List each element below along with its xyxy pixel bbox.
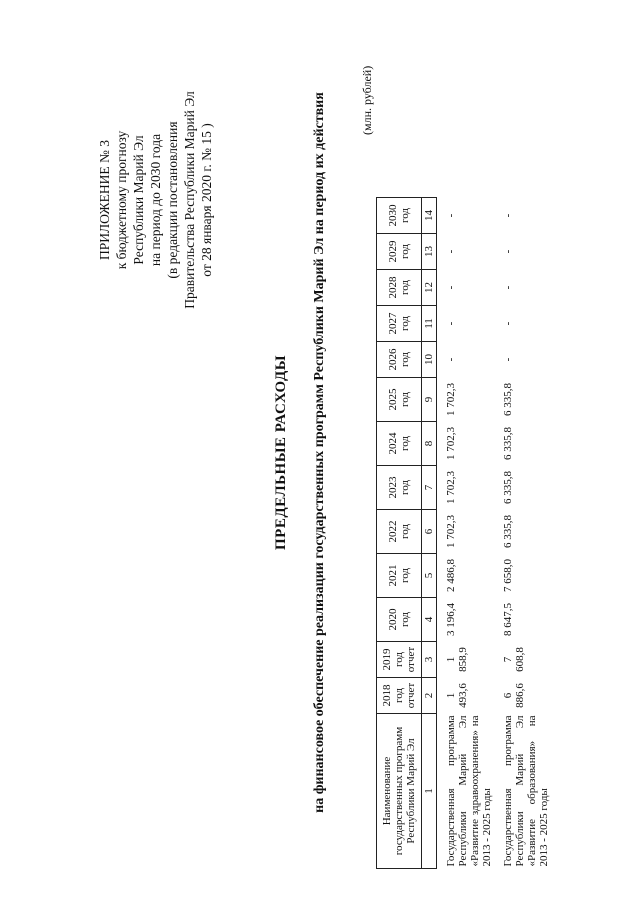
annex-line: Правительства Республики Марий Эл: [182, 91, 197, 309]
value-cell: 7 608,8: [502, 647, 526, 672]
header-year: 2019 год отчет: [377, 642, 422, 678]
value-cell: 1 702,3: [445, 383, 457, 416]
column-index: 14: [422, 198, 437, 234]
header-year: 2029 год: [377, 234, 422, 270]
value-cell: 8 647,5: [502, 603, 514, 636]
value-cell: 6 335,8: [502, 383, 514, 416]
annex-line: от 28 января 2020 г. № 15 ): [199, 123, 214, 277]
header-year: 2020 год: [377, 598, 422, 642]
column-index: 1: [422, 714, 437, 869]
annex-line: (в редакции постановления: [165, 121, 180, 279]
annex-line: ПРИЛОЖЕНИЕ № 3: [97, 139, 112, 261]
table-header-row: [377, 198, 422, 869]
header-program-name: Наименование государственных программ Республики Марий Эл: [377, 714, 422, 869]
header-year: 2022 год: [377, 510, 422, 554]
value-cell: -: [445, 321, 457, 326]
value-cell: -: [445, 285, 457, 290]
column-index: 9: [422, 378, 437, 422]
header-year: 2027 год: [377, 306, 422, 342]
value-cell: 6 335,8: [502, 471, 514, 504]
annex-line: на период до 2030 года: [148, 133, 163, 267]
value-cell: -: [445, 357, 457, 362]
value-cell: 2 486,8: [445, 559, 457, 592]
program-name: Государственная программа Республики Марий Эл «Развитие здравоохранения» на 2013 - 2025 годы: [445, 715, 493, 867]
value-cell: -: [502, 213, 514, 218]
value-cell: 1 493,6: [445, 683, 469, 708]
value-cell: 1 702,3: [445, 471, 457, 504]
value-cell: 1 858,9: [445, 647, 469, 672]
value-cell: -: [445, 213, 457, 218]
document-subtitle: на финансовое обеспечение реализации государственных программ Республики Марий Эл на период их действия: [312, 92, 327, 813]
value-cell: 1 702,3: [445, 515, 457, 548]
column-index: 6: [422, 510, 437, 554]
annex-block: [96, 70, 215, 330]
value-cell: -: [445, 249, 457, 254]
header-year: 2030 год: [377, 198, 422, 234]
column-index: 8: [422, 422, 437, 466]
header-year: 2025 год: [377, 378, 422, 422]
column-index: 7: [422, 466, 437, 510]
annex-line: к бюджетному прогнозу: [114, 130, 129, 270]
expenses-table: [376, 197, 551, 869]
column-index: 11: [422, 306, 437, 342]
table-row: [494, 198, 551, 869]
header-year: 2026 год: [377, 342, 422, 378]
value-cell: 6 335,8: [502, 515, 514, 548]
column-index: 10: [422, 342, 437, 378]
annex-line: Республики Марий Эл: [131, 135, 146, 265]
column-index: 13: [422, 234, 437, 270]
units-label: (млн. рублей): [360, 65, 374, 135]
column-index: 12: [422, 270, 437, 306]
header-year: 2023 год: [377, 466, 422, 510]
value-cell: 6 335,8: [502, 427, 514, 460]
value-cell: 7 658,0: [502, 559, 514, 592]
value-cell: -: [502, 357, 514, 362]
value-cell: -: [502, 285, 514, 290]
value-cell: -: [502, 321, 514, 326]
column-index-row: [422, 198, 437, 869]
value-cell: 1 702,3: [445, 427, 457, 460]
column-index: 2: [422, 678, 437, 714]
table-row: [437, 198, 495, 869]
program-name: Государственная программа Республики Марий Эл «Развитие образования» на 2013 - 2025 годы: [502, 715, 550, 867]
document-title: ПРЕДЕЛЬНЫЕ РАСХОДЫ: [273, 354, 289, 551]
value-cell: 6 886,6: [502, 683, 526, 708]
column-index: 3: [422, 642, 437, 678]
column-index: 5: [422, 554, 437, 598]
value-cell: -: [502, 249, 514, 254]
header-year: 2028 год: [377, 270, 422, 306]
header-year: 2024 год: [377, 422, 422, 466]
value-cell: 3 196,4: [445, 603, 457, 636]
column-index: 4: [422, 598, 437, 642]
header-year: 2021 год: [377, 554, 422, 598]
header-year: 2018 год отчет: [377, 678, 422, 714]
